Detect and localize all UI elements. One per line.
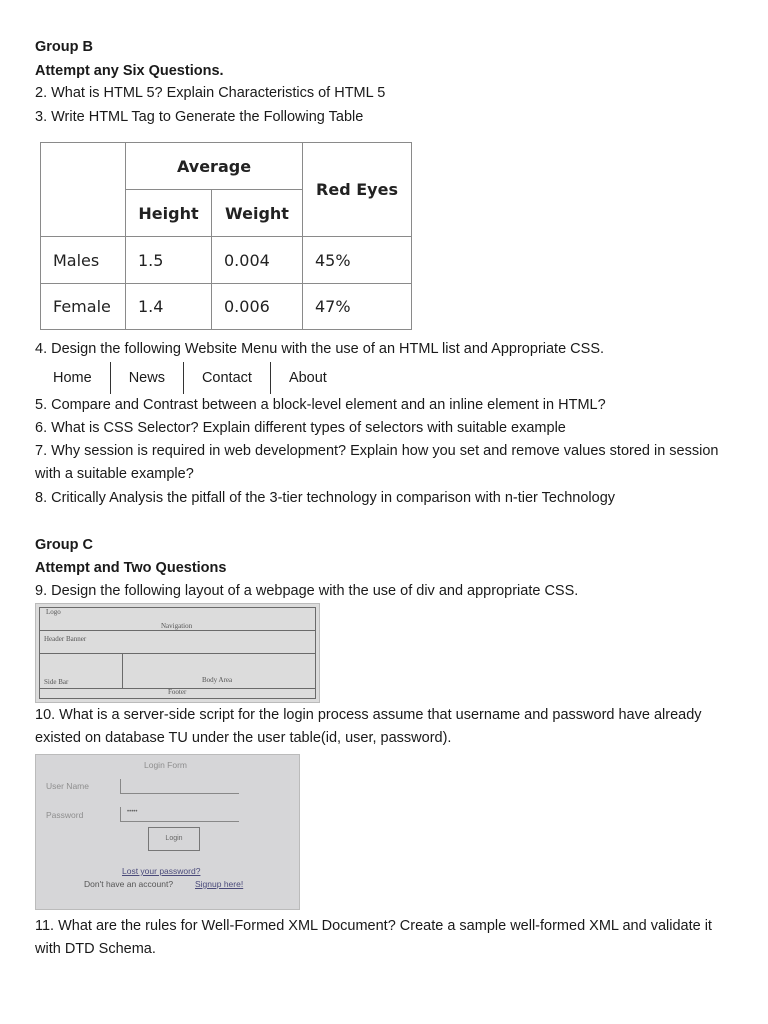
row-height: 1.5	[126, 237, 212, 284]
menu-item-contact: Contact	[183, 362, 270, 394]
question-5: 5. Compare and Contrast between a block-level element and an inline element in HTML?	[35, 397, 606, 413]
question-11: 11. What are the rules for Well-Formed XML Document? Create a sample well-formed XML and validate it with DTD Schema.	[35, 918, 712, 957]
group-b-heading: Group B	[35, 39, 93, 55]
no-account-text: Don't have an account?	[84, 879, 174, 889]
menu-item-about: About	[270, 362, 345, 394]
question-6: 6. What is CSS Selector? Explain different types of selectors with suitable example	[35, 420, 566, 436]
password-field	[120, 807, 239, 822]
table-row	[41, 237, 412, 284]
password-mask: •••••	[127, 809, 138, 815]
password-label: Password	[46, 810, 84, 820]
average-table	[40, 142, 412, 330]
login-form-figure	[35, 754, 300, 910]
signup-link: Signup here!	[195, 879, 244, 889]
row-height: 1.4	[126, 284, 212, 330]
row-weight: 0.004	[212, 237, 303, 284]
row-red-eyes: 45%	[303, 237, 412, 284]
table-header-height: Height	[126, 190, 212, 237]
lost-password-link: Lost your password?	[122, 866, 201, 876]
login-button: Login	[148, 827, 200, 851]
question-10: 10. What is a server-side script for the login process assume that username and password have already existed on database TU under the user table(id, user, password).	[35, 707, 702, 746]
table-header-red-eyes: Red Eyes	[303, 143, 412, 237]
question-9: 9. Design the following layout of a webpage with the use of div and appropriate CSS.	[35, 583, 579, 599]
row-red-eyes: 47%	[303, 284, 412, 330]
layout-navigation-label: Navigation	[161, 622, 193, 630]
group-b-instruction: Attempt any Six Questions.	[35, 63, 224, 79]
menu-item-news: News	[110, 362, 183, 394]
table-row	[41, 284, 412, 330]
row-label: Males	[41, 237, 126, 284]
table-header-weight: Weight	[212, 190, 303, 237]
layout-body-area-label: Body Area	[202, 676, 233, 684]
question-7: 7. Why session is required in web development? Explain how you set and remove values stored in session with a suitable example?	[35, 443, 719, 482]
table-header-average: Average	[126, 143, 303, 190]
question-8: 8. Critically Analysis the pitfall of the 3-tier technology in comparison with n-tier Technology	[35, 490, 616, 506]
layout-logo-label: Logo	[46, 608, 61, 616]
user-name-label: User Name	[46, 781, 89, 791]
layout-footer-label: Footer	[168, 688, 187, 696]
group-c-heading: Group C	[35, 537, 93, 553]
question-2: 2. What is HTML 5? Explain Characteristics of HTML 5	[35, 85, 386, 101]
question-4: 4. Design the following Website Menu with the use of an HTML list and Appropriate CSS.	[35, 341, 605, 357]
website-menu	[35, 362, 345, 394]
question-3: 3. Write HTML Tag to Generate the Following Table	[35, 109, 364, 125]
row-weight: 0.006	[212, 284, 303, 330]
user-name-field	[120, 779, 239, 794]
layout-header-banner-label: Header Banner	[44, 635, 87, 643]
row-label: Female	[41, 284, 126, 330]
menu-item-home: Home	[53, 370, 92, 386]
layout-figure	[35, 603, 320, 703]
group-c-instruction: Attempt and Two Questions	[35, 560, 227, 576]
login-form-title: Login Form	[144, 760, 187, 770]
table-empty-corner	[41, 143, 126, 237]
layout-sidebar-label: Side Bar	[44, 678, 69, 686]
